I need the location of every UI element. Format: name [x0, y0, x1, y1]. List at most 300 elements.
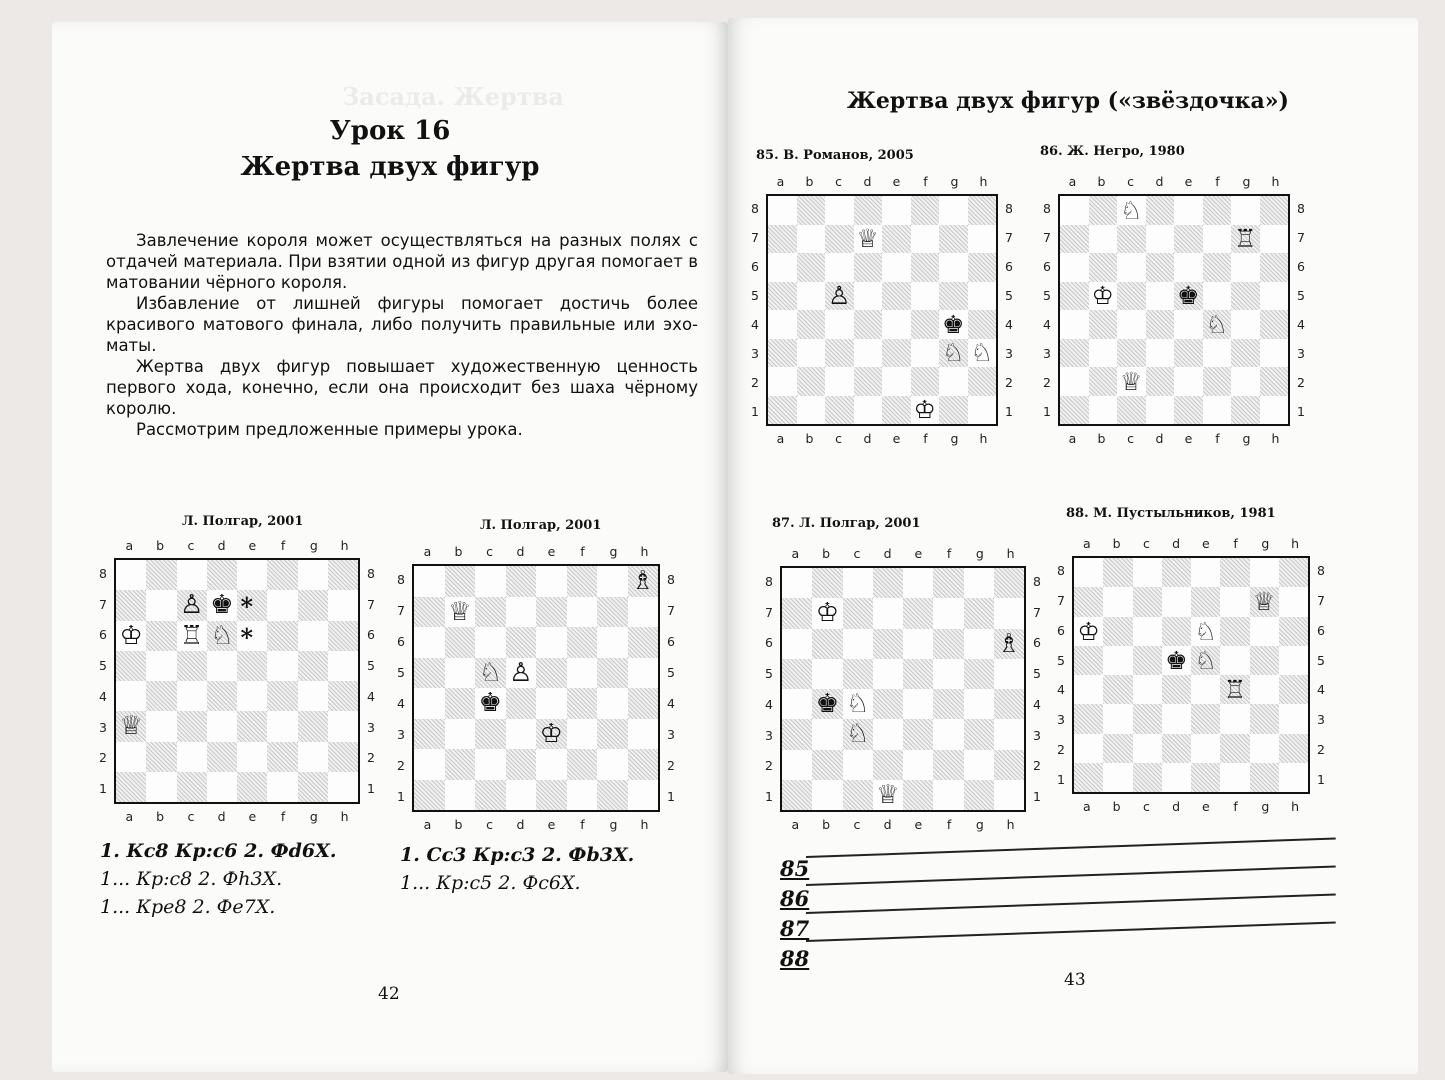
board-square — [964, 750, 994, 780]
board-square — [1220, 617, 1249, 646]
rank-label: 1 — [1297, 404, 1305, 419]
board-square — [1231, 282, 1260, 311]
rank-label: 7 — [1317, 593, 1325, 609]
board-square — [1191, 675, 1220, 704]
board-square — [267, 560, 297, 590]
board-square — [903, 750, 933, 780]
board-square — [414, 627, 445, 658]
board-square — [968, 396, 997, 425]
answer-number: 85 — [780, 856, 810, 881]
board-square — [1117, 196, 1146, 225]
rank-label: 2 — [99, 750, 107, 766]
rank-label: 1 — [1057, 771, 1065, 787]
rank-label: 7 — [1005, 230, 1013, 245]
rank-labels-right — [664, 564, 678, 812]
board-square — [414, 597, 445, 628]
file-label: c — [187, 538, 195, 553]
board-square — [146, 651, 176, 681]
board-square — [1074, 763, 1103, 792]
board-square — [873, 568, 903, 598]
board-square — [1220, 763, 1249, 792]
solution-line: 1... Кр:с8 2. Фh3X. — [100, 868, 283, 890]
file-label: a — [125, 809, 134, 824]
board-square — [964, 568, 994, 598]
board-square — [1103, 734, 1132, 763]
file-label: g — [975, 546, 984, 561]
board-square — [782, 689, 812, 719]
file-label: d — [516, 817, 525, 832]
board-square — [843, 659, 873, 689]
file-label: g — [609, 817, 618, 832]
board-square — [882, 396, 911, 425]
board-square — [414, 688, 445, 719]
board-square — [825, 367, 854, 396]
board-square — [939, 396, 968, 425]
board-square — [1191, 587, 1220, 616]
board-square — [812, 568, 842, 598]
board-square — [1133, 617, 1162, 646]
file-label: f — [1233, 536, 1238, 551]
board-square — [267, 590, 297, 620]
asterisk-marker: * — [240, 592, 253, 622]
board-square — [207, 590, 253, 622]
board-square — [628, 658, 659, 689]
rank-label: 8 — [99, 565, 107, 581]
board-square — [475, 749, 506, 780]
board-square — [1060, 196, 1089, 225]
board-square — [1231, 253, 1260, 282]
board-square — [536, 780, 567, 811]
rank-label: 3 — [1297, 346, 1305, 361]
board-square — [1117, 367, 1146, 396]
file-label: e — [547, 544, 556, 559]
rank-label: 5 — [765, 666, 773, 682]
board-square — [782, 719, 812, 749]
file-label: c — [853, 546, 861, 561]
white-pawn-icon: ♙ — [828, 281, 851, 311]
board-square — [797, 310, 826, 339]
board-square — [768, 396, 797, 425]
board-square — [939, 196, 968, 225]
white-king-icon: ♔ — [1091, 281, 1114, 311]
board-square — [1103, 646, 1132, 675]
board-square — [567, 780, 598, 811]
board-square — [1279, 675, 1308, 704]
board-square — [939, 310, 968, 339]
black-king-icon: ♚ — [815, 689, 840, 720]
board-square — [1060, 310, 1089, 339]
rank-label: 1 — [1005, 404, 1013, 419]
board-square — [1279, 646, 1308, 675]
rank-label: 3 — [667, 727, 675, 742]
file-label: g — [950, 431, 959, 446]
rank-label: 7 — [1033, 604, 1041, 620]
board-square — [782, 659, 812, 689]
board-square — [933, 719, 963, 749]
board-square — [475, 780, 506, 811]
rank-label: 6 — [1317, 622, 1325, 638]
board-square — [854, 253, 883, 282]
solution-line: 1... Кр:с5 2. Фс6X. — [400, 872, 581, 894]
white-queen-icon: ♕ — [856, 224, 879, 254]
board-square — [825, 225, 854, 254]
board-square — [177, 711, 207, 741]
board-square — [597, 688, 628, 719]
board-square — [567, 627, 598, 658]
white-pawn-icon: ♙ — [509, 657, 533, 688]
board-square — [1279, 704, 1308, 733]
board-square — [843, 598, 873, 628]
board-square — [768, 253, 797, 282]
board-square — [768, 196, 797, 225]
board-square — [968, 339, 997, 368]
board-square — [1162, 558, 1191, 587]
board-square — [968, 196, 997, 225]
board-square — [1146, 367, 1175, 396]
rank-label: 8 — [1033, 573, 1041, 589]
rank-label: 1 — [397, 789, 405, 804]
file-label: a — [1068, 174, 1077, 189]
board-square — [797, 253, 826, 282]
board-square — [843, 629, 873, 659]
rank-label: 8 — [1297, 201, 1305, 216]
board-square — [116, 560, 146, 590]
board-square — [475, 627, 506, 658]
answer-line[interactable] — [806, 838, 1336, 858]
file-label: h — [340, 538, 349, 553]
rank-labels-left — [1054, 556, 1068, 794]
file-label: a — [1083, 799, 1091, 814]
board-square — [628, 719, 659, 750]
file-label: e — [892, 431, 901, 446]
file-label: g — [975, 817, 984, 832]
file-label: a — [125, 538, 134, 553]
file-label: h — [1006, 817, 1015, 832]
board-square — [1162, 734, 1191, 763]
diagram-title-86: 86. Ж. Негро, 1980 — [1040, 144, 1185, 159]
board-square — [1260, 310, 1289, 339]
board-square — [768, 310, 797, 339]
board-square — [797, 282, 826, 311]
board-square — [939, 339, 968, 368]
board-square — [1231, 196, 1260, 225]
board-square — [267, 651, 297, 681]
white-queen-icon: ♕ — [448, 596, 472, 627]
board-square — [1133, 587, 1162, 616]
board-square — [939, 253, 968, 282]
board-square — [825, 196, 854, 225]
file-labels-top — [412, 544, 660, 559]
file-label: e — [1184, 174, 1193, 189]
board-square — [1203, 310, 1232, 339]
board-square — [1191, 617, 1220, 646]
board-square — [298, 711, 328, 741]
board-square — [1162, 675, 1191, 704]
rank-label: 3 — [367, 719, 375, 735]
board-square — [1174, 367, 1203, 396]
rank-label: 2 — [751, 375, 759, 390]
board-square — [1146, 282, 1175, 311]
board-square — [1089, 225, 1118, 254]
file-label: h — [979, 431, 988, 446]
rank-label: 7 — [765, 604, 773, 620]
answer-line[interactable] — [806, 922, 1336, 942]
right-page — [728, 18, 1418, 1074]
white-rook-icon: ♖ — [179, 620, 204, 651]
board-square — [298, 590, 328, 620]
file-label: c — [1142, 536, 1150, 551]
board-square — [597, 566, 628, 597]
board-square — [475, 688, 506, 719]
board-square — [1089, 253, 1118, 282]
board-square — [1162, 704, 1191, 733]
file-label: c — [853, 817, 861, 832]
board-square — [1103, 675, 1132, 704]
rank-label: 4 — [1297, 317, 1305, 332]
board-square — [1117, 339, 1146, 368]
board-square — [1146, 196, 1175, 225]
board-square — [207, 772, 237, 802]
board-square — [1117, 396, 1146, 425]
board-square — [628, 688, 659, 719]
board-square — [1231, 225, 1260, 254]
white-king-icon: ♔ — [119, 620, 143, 651]
file-label: e — [1202, 536, 1210, 551]
black-king-icon: ♚ — [1165, 645, 1188, 675]
chessboard — [780, 566, 1026, 812]
white-queen-icon: ♕ — [876, 779, 900, 810]
paragraph-1: Завлечение короля может осуществляться на разных полях с отдачей материала. При взятии одной из фигур другая помогает в матовании чёрного короля. — [106, 231, 698, 292]
board-square — [1162, 763, 1191, 792]
board-square — [1231, 339, 1260, 368]
board-square — [812, 689, 842, 719]
board-square — [1279, 763, 1308, 792]
board-square — [1146, 310, 1175, 339]
board-square — [1191, 704, 1220, 733]
board-square — [1117, 282, 1146, 311]
board-square — [267, 621, 297, 651]
board-square — [1103, 763, 1132, 792]
board-square — [1203, 225, 1232, 254]
board-square — [177, 621, 207, 651]
rank-labels-left — [1040, 194, 1054, 426]
left-page — [52, 22, 728, 1072]
file-label: d — [1155, 431, 1164, 446]
lesson-title: Урок 16 — [329, 116, 451, 146]
file-label: b — [805, 431, 814, 446]
board-square — [267, 681, 297, 711]
board-square — [1174, 196, 1203, 225]
rank-label: 2 — [1033, 758, 1041, 774]
board-square — [1174, 225, 1203, 254]
board-square — [475, 597, 506, 628]
board-square — [1133, 675, 1162, 704]
board-square — [964, 629, 994, 659]
board-square — [782, 750, 812, 780]
board-square — [116, 772, 146, 802]
board-square — [1250, 617, 1279, 646]
rank-label: 3 — [397, 727, 405, 742]
board-square — [873, 598, 903, 628]
board-square — [146, 560, 176, 590]
file-label: e — [1202, 799, 1210, 814]
board-square — [628, 749, 659, 780]
board-square — [1220, 646, 1249, 675]
board-square — [1133, 704, 1162, 733]
board-square — [536, 566, 567, 597]
file-label: h — [1291, 536, 1300, 551]
board-square — [882, 282, 911, 311]
rank-label: 4 — [1005, 317, 1013, 332]
board-square — [1279, 587, 1308, 616]
file-labels-top — [114, 538, 360, 553]
rank-label: 7 — [397, 603, 405, 618]
white-bishop-icon: ♗ — [997, 628, 1021, 659]
answer-line[interactable] — [806, 894, 1336, 914]
white-queen-icon: ♕ — [1120, 366, 1143, 396]
board-square — [1162, 587, 1191, 616]
board-square — [628, 566, 659, 597]
board-square — [1231, 367, 1260, 396]
board-square — [177, 590, 207, 620]
board-square — [1162, 617, 1191, 646]
board-square — [237, 681, 267, 711]
board-square — [1060, 339, 1089, 368]
file-labels-top — [766, 174, 998, 189]
rank-label: 6 — [751, 259, 759, 274]
board-square — [882, 310, 911, 339]
board-square — [968, 310, 997, 339]
file-label: e — [1184, 431, 1193, 446]
board-square — [994, 568, 1024, 598]
diagram-title-l2: Л. Полгар, 2001 — [480, 518, 602, 533]
rank-label: 5 — [1317, 652, 1325, 668]
board-square — [298, 560, 328, 590]
white-knight-icon: ♘ — [1120, 195, 1143, 225]
board-square — [1089, 310, 1118, 339]
page-number: 43 — [1064, 970, 1086, 990]
board-square — [267, 742, 297, 772]
board-square — [994, 629, 1024, 659]
file-label: e — [892, 174, 901, 189]
rank-label: 6 — [1297, 259, 1305, 274]
rank-label: 2 — [1005, 375, 1013, 390]
board-square — [994, 719, 1024, 749]
board-square — [506, 627, 537, 658]
board-square — [994, 780, 1024, 810]
file-label: b — [822, 817, 831, 832]
rank-label: 2 — [765, 758, 773, 774]
board-square — [964, 780, 994, 810]
board-square — [911, 282, 940, 311]
black-king-icon: ♚ — [942, 309, 965, 339]
board-square — [911, 253, 940, 282]
board-square — [1279, 734, 1308, 763]
solution-line: 1. Сс3 Кр:с3 2. Фb3X. — [400, 844, 635, 866]
board-square — [506, 566, 537, 597]
board-square — [328, 772, 358, 802]
file-label: a — [791, 817, 800, 832]
file-label: e — [914, 546, 923, 561]
board-square — [968, 367, 997, 396]
file-label: h — [979, 174, 988, 189]
file-label: h — [1271, 431, 1280, 446]
rank-label: 8 — [751, 201, 759, 216]
diagram-title-l1: Л. Полгар, 2001 — [182, 514, 304, 529]
file-label: c — [187, 809, 195, 824]
rank-label: 1 — [1317, 771, 1325, 787]
board-square — [1260, 196, 1289, 225]
rank-label: 1 — [765, 789, 773, 805]
board-square — [1250, 763, 1279, 792]
rank-label: 6 — [99, 627, 107, 643]
board-square — [882, 367, 911, 396]
board-square — [964, 719, 994, 749]
board-square — [298, 772, 328, 802]
white-rook-icon: ♖ — [1234, 224, 1257, 254]
board-square — [903, 719, 933, 749]
file-labels-top — [1058, 174, 1290, 189]
solution-line: 1. Кс8 Кр:с6 2. Фd6X. — [100, 840, 337, 862]
board-square — [1133, 763, 1162, 792]
white-knight-icon: ♘ — [1194, 645, 1217, 675]
rank-label: 6 — [1033, 635, 1041, 651]
board-square — [1117, 253, 1146, 282]
answer-line[interactable] — [806, 866, 1336, 886]
board-square — [1162, 646, 1191, 675]
board-square — [911, 310, 940, 339]
board-square — [1060, 253, 1089, 282]
file-label: a — [776, 431, 785, 446]
board-square — [903, 629, 933, 659]
board-square — [1074, 734, 1103, 763]
rank-labels-right — [1294, 194, 1308, 426]
rank-label: 7 — [367, 596, 375, 612]
board-square — [873, 719, 903, 749]
file-label: d — [863, 431, 872, 446]
board-square — [1250, 646, 1279, 675]
file-labels-bottom — [1058, 431, 1290, 446]
board-square — [116, 621, 146, 651]
board-square — [933, 568, 963, 598]
board-square — [903, 598, 933, 628]
board-square — [328, 590, 358, 620]
board-square — [903, 780, 933, 810]
rank-label: 8 — [765, 573, 773, 589]
diagram-86 — [1043, 174, 1305, 446]
board-square — [1133, 646, 1162, 675]
rank-label: 5 — [1005, 288, 1013, 303]
rank-label: 6 — [667, 634, 675, 649]
rank-label: 8 — [367, 565, 375, 581]
paragraph-2: Избавление от лишней фигуры помогает достичь более красивого матового финала, либо получить правильные или эхо-маты. — [106, 294, 698, 355]
board-square — [567, 688, 598, 719]
rank-labels-left — [96, 558, 110, 804]
file-label: c — [486, 544, 493, 559]
file-label: h — [340, 809, 349, 824]
rank-label: 8 — [667, 572, 675, 587]
board-square — [328, 621, 358, 651]
board-square — [1250, 704, 1279, 733]
file-label: g — [950, 174, 959, 189]
file-label: b — [822, 546, 831, 561]
board-square — [882, 339, 911, 368]
board-square — [911, 196, 940, 225]
section-title: Жертва двух фигур — [240, 152, 540, 182]
file-label: g — [1242, 431, 1251, 446]
board-square — [1060, 282, 1089, 311]
file-label: a — [1083, 536, 1091, 551]
